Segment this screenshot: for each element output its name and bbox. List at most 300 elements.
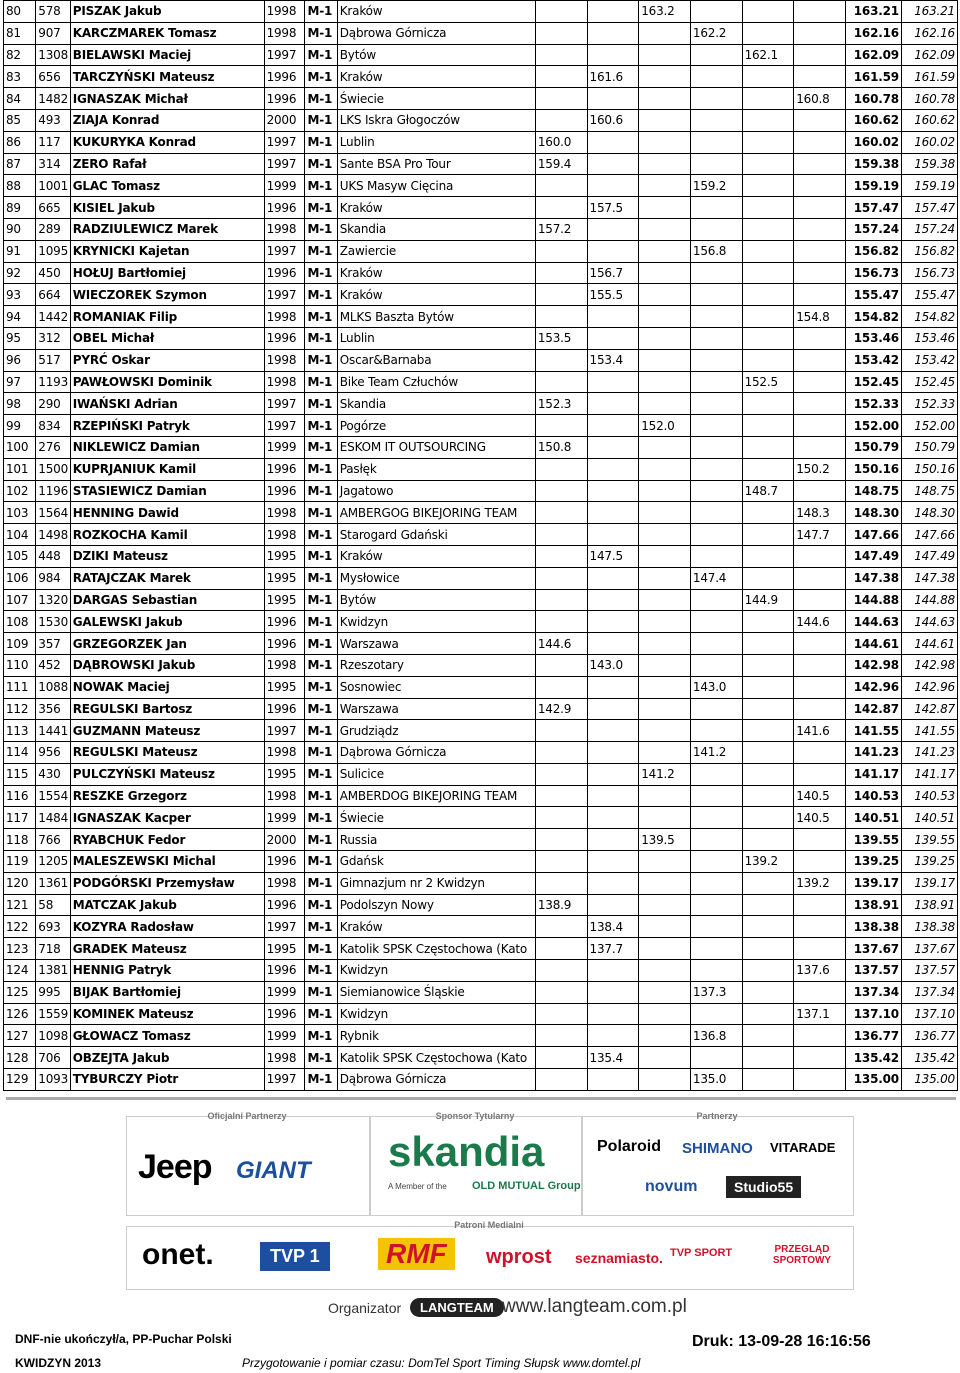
cell-year: 1997 bbox=[264, 153, 305, 175]
cell-year: 1999 bbox=[264, 436, 305, 458]
cell-lap5 bbox=[742, 785, 794, 807]
cell-lap2: 137.7 bbox=[587, 938, 639, 960]
cell-lap2 bbox=[587, 131, 639, 153]
table-row bbox=[4, 851, 958, 873]
cell-points: 138.91 bbox=[845, 894, 901, 916]
cell-lap5: 152.5 bbox=[742, 371, 794, 393]
cell-bib: 1554 bbox=[36, 785, 70, 807]
cell-lap5 bbox=[742, 1003, 794, 1025]
cell-place: 105 bbox=[4, 545, 36, 567]
cell-lap2: 155.5 bbox=[587, 284, 639, 306]
cell-club: Katolik SPSK Częstochowa (Kato bbox=[337, 1047, 535, 1069]
cell-total: 150.79 bbox=[901, 436, 957, 458]
onet-logo: onet. bbox=[142, 1238, 214, 1271]
cell-name: RYABCHUK Fedor bbox=[70, 829, 264, 851]
cell-bib: 578 bbox=[36, 1, 70, 23]
cell-lap1 bbox=[535, 567, 587, 589]
cell-lap6 bbox=[794, 545, 846, 567]
cell-lap3 bbox=[639, 960, 691, 982]
cell-lap3 bbox=[639, 720, 691, 742]
table-row bbox=[4, 480, 958, 502]
cell-lap4 bbox=[690, 1003, 742, 1025]
cell-bib: 706 bbox=[36, 1047, 70, 1069]
cell-club: Dąbrowa Górnicza bbox=[337, 742, 535, 764]
timing-credit: Przygotowanie i pomiar czasu: DomTel Sport Timing Słupsk www.domtel.pl bbox=[242, 1356, 641, 1370]
cell-lap2: 160.6 bbox=[587, 109, 639, 131]
cell-bib: 1095 bbox=[36, 240, 70, 262]
cell-lap3 bbox=[639, 22, 691, 44]
cell-total: 161.59 bbox=[901, 66, 957, 88]
cell-lap6: 140.5 bbox=[794, 785, 846, 807]
cell-total: 154.82 bbox=[901, 306, 957, 328]
cell-lap4: 141.2 bbox=[690, 742, 742, 764]
cell-year: 1996 bbox=[264, 88, 305, 110]
cell-total: 152.33 bbox=[901, 393, 957, 415]
cell-lap6 bbox=[794, 415, 846, 437]
cell-place: 104 bbox=[4, 524, 36, 546]
cell-club: Kwidzyn bbox=[337, 611, 535, 633]
cell-category: M-1 bbox=[305, 938, 337, 960]
cell-bib: 314 bbox=[36, 153, 70, 175]
cell-lap2 bbox=[587, 218, 639, 240]
cell-lap3: 152.0 bbox=[639, 415, 691, 437]
cell-lap1 bbox=[535, 676, 587, 698]
table-row bbox=[4, 284, 958, 306]
results-table bbox=[3, 0, 958, 1091]
cell-lap2 bbox=[587, 371, 639, 393]
cell-points: 135.42 bbox=[845, 1047, 901, 1069]
cell-year: 1998 bbox=[264, 785, 305, 807]
cell-category: M-1 bbox=[305, 960, 337, 982]
cell-lap1 bbox=[535, 1, 587, 23]
cell-category: M-1 bbox=[305, 502, 337, 524]
cell-lap1 bbox=[535, 545, 587, 567]
cell-lap4 bbox=[690, 720, 742, 742]
cell-points: 142.98 bbox=[845, 654, 901, 676]
cell-total: 153.46 bbox=[901, 327, 957, 349]
cell-lap2: 147.5 bbox=[587, 545, 639, 567]
cell-year: 1996 bbox=[264, 262, 305, 284]
cell-name: RESZKE Grzegorz bbox=[70, 785, 264, 807]
cell-club: Warszawa bbox=[337, 633, 535, 655]
cell-bib: 58 bbox=[36, 894, 70, 916]
cell-lap4 bbox=[690, 872, 742, 894]
cell-lap3: 141.2 bbox=[639, 763, 691, 785]
cell-lap3 bbox=[639, 981, 691, 1003]
cell-lap2 bbox=[587, 44, 639, 66]
cell-points: 163.21 bbox=[845, 1, 901, 23]
cell-club: Skandia bbox=[337, 218, 535, 240]
cell-total: 159.19 bbox=[901, 175, 957, 197]
cell-bib: 1482 bbox=[36, 88, 70, 110]
cell-category: M-1 bbox=[305, 829, 337, 851]
cell-name: STASIEWICZ Damian bbox=[70, 480, 264, 502]
cell-total: 155.47 bbox=[901, 284, 957, 306]
cell-category: M-1 bbox=[305, 131, 337, 153]
organizer-label: Organizator bbox=[328, 1300, 402, 1316]
cell-club: UKS Masyw Cięcina bbox=[337, 175, 535, 197]
cell-total: 147.66 bbox=[901, 524, 957, 546]
cell-place: 109 bbox=[4, 633, 36, 655]
cell-name: BIJAK Bartłomiej bbox=[70, 981, 264, 1003]
cell-name: GRADEK Mateusz bbox=[70, 938, 264, 960]
cell-lap5: 148.7 bbox=[742, 480, 794, 502]
cell-total: 152.00 bbox=[901, 415, 957, 437]
cell-points: 160.62 bbox=[845, 109, 901, 131]
cell-lap1 bbox=[535, 720, 587, 742]
cell-lap5 bbox=[742, 807, 794, 829]
cell-lap4 bbox=[690, 633, 742, 655]
cell-category: M-1 bbox=[305, 371, 337, 393]
table-row bbox=[4, 785, 958, 807]
cell-lap1 bbox=[535, 807, 587, 829]
cell-name: DZIKI Mateusz bbox=[70, 545, 264, 567]
cell-total: 139.55 bbox=[901, 829, 957, 851]
table-row bbox=[4, 654, 958, 676]
cell-lap2 bbox=[587, 567, 639, 589]
cell-name: IWAŃSKI Adrian bbox=[70, 393, 264, 415]
cell-lap5 bbox=[742, 306, 794, 328]
cell-lap1: 150.8 bbox=[535, 436, 587, 458]
cell-points: 138.38 bbox=[845, 916, 901, 938]
cell-lap1: 138.9 bbox=[535, 894, 587, 916]
cell-lap2 bbox=[587, 589, 639, 611]
cell-year: 1996 bbox=[264, 327, 305, 349]
cell-lap3 bbox=[639, 88, 691, 110]
cell-lap1 bbox=[535, 589, 587, 611]
cell-name: IGNASZAK Kacper bbox=[70, 807, 264, 829]
cell-year: 1998 bbox=[264, 654, 305, 676]
cell-year: 1998 bbox=[264, 371, 305, 393]
studio55-logo: Studio55 bbox=[726, 1176, 801, 1198]
cell-lap5 bbox=[742, 22, 794, 44]
cell-bib: 718 bbox=[36, 938, 70, 960]
cell-place: 108 bbox=[4, 611, 36, 633]
cell-lap5 bbox=[742, 175, 794, 197]
cell-lap4 bbox=[690, 284, 742, 306]
cell-club: Świecie bbox=[337, 807, 535, 829]
cell-lap6: 141.6 bbox=[794, 720, 846, 742]
cell-points: 148.75 bbox=[845, 480, 901, 502]
cell-year: 1998 bbox=[264, 349, 305, 371]
cell-name: ZIAJA Konrad bbox=[70, 109, 264, 131]
cell-bib: 356 bbox=[36, 698, 70, 720]
cell-place: 88 bbox=[4, 175, 36, 197]
cell-bib: 276 bbox=[36, 436, 70, 458]
cell-year: 1997 bbox=[264, 240, 305, 262]
cell-place: 97 bbox=[4, 371, 36, 393]
cell-total: 148.30 bbox=[901, 502, 957, 524]
cell-lap1: 159.4 bbox=[535, 153, 587, 175]
cell-category: M-1 bbox=[305, 851, 337, 873]
cell-place: 118 bbox=[4, 829, 36, 851]
cell-lap5 bbox=[742, 894, 794, 916]
cell-lap4 bbox=[690, 131, 742, 153]
cell-lap1 bbox=[535, 938, 587, 960]
cell-lap1 bbox=[535, 240, 587, 262]
novum-logo: novum bbox=[645, 1178, 698, 1195]
cell-year: 1998 bbox=[264, 1047, 305, 1069]
cell-place: 93 bbox=[4, 284, 36, 306]
cell-lap1 bbox=[535, 829, 587, 851]
cell-year: 1997 bbox=[264, 44, 305, 66]
cell-lap3 bbox=[639, 284, 691, 306]
cell-year: 1997 bbox=[264, 284, 305, 306]
cell-category: M-1 bbox=[305, 415, 337, 437]
cell-lap3 bbox=[639, 218, 691, 240]
cell-bib: 1361 bbox=[36, 872, 70, 894]
cell-year: 1998 bbox=[264, 872, 305, 894]
cell-year: 1995 bbox=[264, 567, 305, 589]
cell-lap4 bbox=[690, 960, 742, 982]
table-row bbox=[4, 131, 958, 153]
organizer-url[interactable]: www.langteam.com.pl bbox=[502, 1296, 687, 1317]
cell-lap3 bbox=[639, 131, 691, 153]
cell-year: 1996 bbox=[264, 480, 305, 502]
cell-year: 1996 bbox=[264, 960, 305, 982]
cell-lap2 bbox=[587, 894, 639, 916]
cell-lap5 bbox=[742, 763, 794, 785]
cell-lap3 bbox=[639, 567, 691, 589]
cell-year: 1996 bbox=[264, 197, 305, 219]
table-row bbox=[4, 66, 958, 88]
cell-category: M-1 bbox=[305, 807, 337, 829]
polaroid-logo: Polaroid bbox=[597, 1138, 662, 1155]
cell-bib: 450 bbox=[36, 262, 70, 284]
giant-logo: GIANT bbox=[236, 1157, 311, 1184]
cell-club: Kraków bbox=[337, 197, 535, 219]
cell-name: GALEWSKI Jakub bbox=[70, 611, 264, 633]
cell-place: 111 bbox=[4, 676, 36, 698]
cell-category: M-1 bbox=[305, 698, 337, 720]
cell-category: M-1 bbox=[305, 524, 337, 546]
cell-points: 147.66 bbox=[845, 524, 901, 546]
cell-lap1 bbox=[535, 763, 587, 785]
table-row bbox=[4, 589, 958, 611]
cell-lap2 bbox=[587, 240, 639, 262]
cell-category: M-1 bbox=[305, 633, 337, 655]
cell-lap4: 136.8 bbox=[690, 1025, 742, 1047]
cell-points: 157.47 bbox=[845, 197, 901, 219]
cell-lap4 bbox=[690, 851, 742, 873]
cell-points: 139.17 bbox=[845, 872, 901, 894]
cell-lap6 bbox=[794, 371, 846, 393]
cell-lap4 bbox=[690, 938, 742, 960]
cell-club: Bytów bbox=[337, 589, 535, 611]
cell-lap3 bbox=[639, 1047, 691, 1069]
cell-points: 160.02 bbox=[845, 131, 901, 153]
cell-club: Podolszyn Nowy bbox=[337, 894, 535, 916]
table-row bbox=[4, 894, 958, 916]
cell-lap2 bbox=[587, 633, 639, 655]
cell-place: 85 bbox=[4, 109, 36, 131]
cell-lap3 bbox=[639, 676, 691, 698]
cell-lap6: 144.6 bbox=[794, 611, 846, 633]
cell-lap3 bbox=[639, 654, 691, 676]
cell-lap1 bbox=[535, 1003, 587, 1025]
cell-lap5 bbox=[742, 981, 794, 1003]
cell-bib: 1381 bbox=[36, 960, 70, 982]
cell-club: Dąbrowa Górnicza bbox=[337, 1069, 535, 1091]
vitarade-logo: VITARADE bbox=[770, 1140, 836, 1155]
cell-place: 87 bbox=[4, 153, 36, 175]
cell-points: 142.87 bbox=[845, 698, 901, 720]
cell-bib: 493 bbox=[36, 109, 70, 131]
cell-bib: 357 bbox=[36, 633, 70, 655]
cell-lap6 bbox=[794, 654, 846, 676]
table-row bbox=[4, 1, 958, 23]
cell-lap2 bbox=[587, 393, 639, 415]
cell-lap3 bbox=[639, 306, 691, 328]
table-row bbox=[4, 1025, 958, 1047]
cell-points: 141.55 bbox=[845, 720, 901, 742]
cell-points: 141.23 bbox=[845, 742, 901, 764]
cell-lap6 bbox=[794, 916, 846, 938]
cell-total: 135.42 bbox=[901, 1047, 957, 1069]
cell-lap2 bbox=[587, 524, 639, 546]
cell-lap2 bbox=[587, 807, 639, 829]
cell-club: Mysłowice bbox=[337, 567, 535, 589]
cell-lap6: 137.1 bbox=[794, 1003, 846, 1025]
cell-name: HENNING Dawid bbox=[70, 502, 264, 524]
cell-year: 1997 bbox=[264, 1069, 305, 1091]
table-row bbox=[4, 676, 958, 698]
table-row bbox=[4, 829, 958, 851]
cell-name: BIELAWSKI Maciej bbox=[70, 44, 264, 66]
cell-lap4 bbox=[690, 829, 742, 851]
cell-category: M-1 bbox=[305, 153, 337, 175]
cell-name: PAWŁOWSKI Dominik bbox=[70, 371, 264, 393]
cell-lap5 bbox=[742, 66, 794, 88]
cell-points: 141.17 bbox=[845, 763, 901, 785]
cell-place: 114 bbox=[4, 742, 36, 764]
cell-lap6 bbox=[794, 175, 846, 197]
cell-points: 157.24 bbox=[845, 218, 901, 240]
cell-club: Skandia bbox=[337, 393, 535, 415]
cell-year: 1998 bbox=[264, 742, 305, 764]
cell-category: M-1 bbox=[305, 654, 337, 676]
cell-year: 1998 bbox=[264, 1, 305, 23]
cell-place: 86 bbox=[4, 131, 36, 153]
cell-lap2 bbox=[587, 306, 639, 328]
cell-lap2: 161.6 bbox=[587, 66, 639, 88]
cell-total: 150.16 bbox=[901, 458, 957, 480]
shimano-logo: SHIMANO bbox=[682, 1140, 753, 1157]
cell-name: PYRĆ Oskar bbox=[70, 349, 264, 371]
cell-lap3 bbox=[639, 938, 691, 960]
cell-total: 136.77 bbox=[901, 1025, 957, 1047]
table-row bbox=[4, 981, 958, 1003]
cell-place: 89 bbox=[4, 197, 36, 219]
cell-lap4: 147.4 bbox=[690, 567, 742, 589]
cell-category: M-1 bbox=[305, 436, 337, 458]
cell-lap2 bbox=[587, 502, 639, 524]
cell-bib: 1498 bbox=[36, 524, 70, 546]
cell-lap5 bbox=[742, 502, 794, 524]
cell-lap4 bbox=[690, 197, 742, 219]
cell-lap2: 138.4 bbox=[587, 916, 639, 938]
cell-lap5 bbox=[742, 611, 794, 633]
cell-lap3 bbox=[639, 698, 691, 720]
table-row bbox=[4, 720, 958, 742]
cell-bib: 1530 bbox=[36, 611, 70, 633]
cell-total: 137.67 bbox=[901, 938, 957, 960]
partners-header: Partnerzy bbox=[696, 1111, 738, 1121]
cell-place: 95 bbox=[4, 327, 36, 349]
cell-club: Bike Team Człuchów bbox=[337, 371, 535, 393]
cell-lap1 bbox=[535, 654, 587, 676]
cell-total: 157.24 bbox=[901, 218, 957, 240]
cell-bib: 1500 bbox=[36, 458, 70, 480]
cell-lap3: 163.2 bbox=[639, 1, 691, 23]
cell-lap1 bbox=[535, 851, 587, 873]
cell-total: 152.45 bbox=[901, 371, 957, 393]
cell-year: 1998 bbox=[264, 502, 305, 524]
cell-lap2 bbox=[587, 415, 639, 437]
cell-lap3 bbox=[639, 262, 691, 284]
cell-lap3 bbox=[639, 742, 691, 764]
cell-club: Kraków bbox=[337, 1, 535, 23]
cell-lap5 bbox=[742, 960, 794, 982]
cell-lap1 bbox=[535, 480, 587, 502]
cell-lap1 bbox=[535, 960, 587, 982]
cell-lap2 bbox=[587, 1003, 639, 1025]
cell-lap4 bbox=[690, 698, 742, 720]
cell-lap4 bbox=[690, 109, 742, 131]
cell-lap2 bbox=[587, 851, 639, 873]
cell-category: M-1 bbox=[305, 458, 337, 480]
cell-lap2 bbox=[587, 829, 639, 851]
cell-total: 141.55 bbox=[901, 720, 957, 742]
cell-place: 128 bbox=[4, 1047, 36, 1069]
cell-points: 139.55 bbox=[845, 829, 901, 851]
table-row bbox=[4, 611, 958, 633]
cell-lap2 bbox=[587, 981, 639, 1003]
cell-club: Kraków bbox=[337, 284, 535, 306]
cell-lap4 bbox=[690, 327, 742, 349]
cell-lap5 bbox=[742, 393, 794, 415]
cell-name: OBZEJTA Jakub bbox=[70, 1047, 264, 1069]
cell-bib: 1001 bbox=[36, 175, 70, 197]
cell-place: 116 bbox=[4, 785, 36, 807]
cell-lap2 bbox=[587, 436, 639, 458]
cell-club: Grudziądz bbox=[337, 720, 535, 742]
cell-category: M-1 bbox=[305, 349, 337, 371]
cell-lap5 bbox=[742, 436, 794, 458]
cell-lap3 bbox=[639, 524, 691, 546]
cell-total: 138.38 bbox=[901, 916, 957, 938]
cell-lap4: 159.2 bbox=[690, 175, 742, 197]
table-row bbox=[4, 938, 958, 960]
cell-lap3 bbox=[639, 109, 691, 131]
cell-lap5 bbox=[742, 654, 794, 676]
cell-lap2: 153.4 bbox=[587, 349, 639, 371]
cell-club: Starogard Gdański bbox=[337, 524, 535, 546]
table-row bbox=[4, 633, 958, 655]
cell-name: KARCZMAREK Tomasz bbox=[70, 22, 264, 44]
cell-lap3 bbox=[639, 502, 691, 524]
cell-total: 141.17 bbox=[901, 763, 957, 785]
cell-bib: 766 bbox=[36, 829, 70, 851]
table-row bbox=[4, 567, 958, 589]
cell-lap1 bbox=[535, 88, 587, 110]
cell-place: 80 bbox=[4, 1, 36, 23]
cell-category: M-1 bbox=[305, 262, 337, 284]
cell-category: M-1 bbox=[305, 1069, 337, 1091]
cell-lap1: 157.2 bbox=[535, 218, 587, 240]
cell-lap3 bbox=[639, 393, 691, 415]
media-patrons-header: Patroni Medialni bbox=[454, 1220, 524, 1230]
